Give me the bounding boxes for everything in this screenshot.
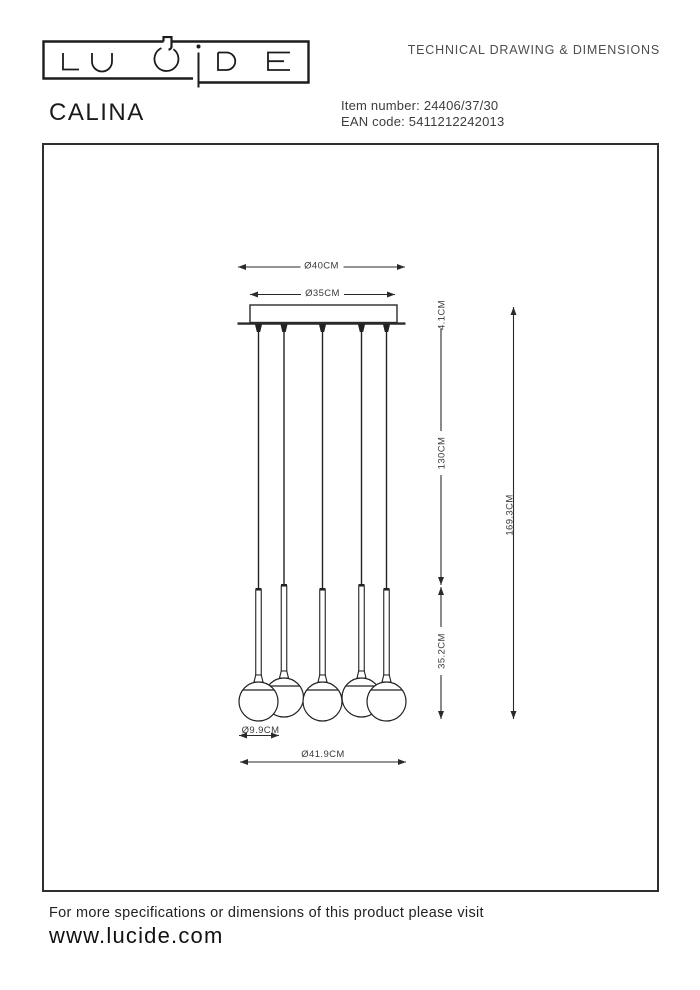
dim-globe-diameter: Ø9.9CM — [241, 725, 280, 736]
dim-canopy-inner: Ø35CM — [305, 288, 340, 299]
i-dot — [197, 45, 201, 49]
ean-label: EAN code: — [341, 114, 405, 129]
footer-note: For more specifications or dimensions of this product please visit — [49, 905, 484, 921]
lucide-logo — [42, 36, 310, 94]
lucide-logo-svg — [42, 36, 310, 94]
dim-fixture-spread: Ø41.9CM — [301, 749, 345, 760]
cord-grips — [255, 325, 390, 333]
dim-total-height: 169.3CM — [504, 494, 516, 536]
technical-drawing — [44, 145, 657, 890]
pendant-globes — [239, 678, 406, 721]
footer-website: www.lucide.com — [49, 923, 224, 948]
product-title: CALINA — [49, 99, 145, 126]
ean-row — [341, 114, 504, 130]
item-number-label: Item number: — [341, 98, 420, 113]
dim-canopy-outer: Ø40CM — [304, 260, 339, 272]
ceiling-canopy — [238, 305, 406, 324]
item-number-row — [341, 98, 504, 114]
stem — [318, 588, 327, 682]
stem — [254, 588, 263, 682]
stem — [357, 584, 366, 678]
dim-cord-length: 130CM — [436, 436, 448, 470]
dim-pendant-height: 35.2CM — [436, 633, 448, 669]
item-number-value: 24406/37/30 — [423, 98, 499, 113]
stem — [382, 588, 391, 682]
pendant-stems — [254, 584, 391, 682]
stem — [280, 584, 289, 678]
ean-value: 5411212242013 — [408, 114, 505, 129]
suspension-wires — [259, 331, 387, 589]
product-codes — [341, 98, 504, 130]
drawing-frame — [42, 143, 659, 892]
page-tagline: TECHNICAL DRAWING & DIMENSIONS — [407, 43, 660, 57]
dim-canopy-height: 4.1CM — [436, 300, 448, 330]
